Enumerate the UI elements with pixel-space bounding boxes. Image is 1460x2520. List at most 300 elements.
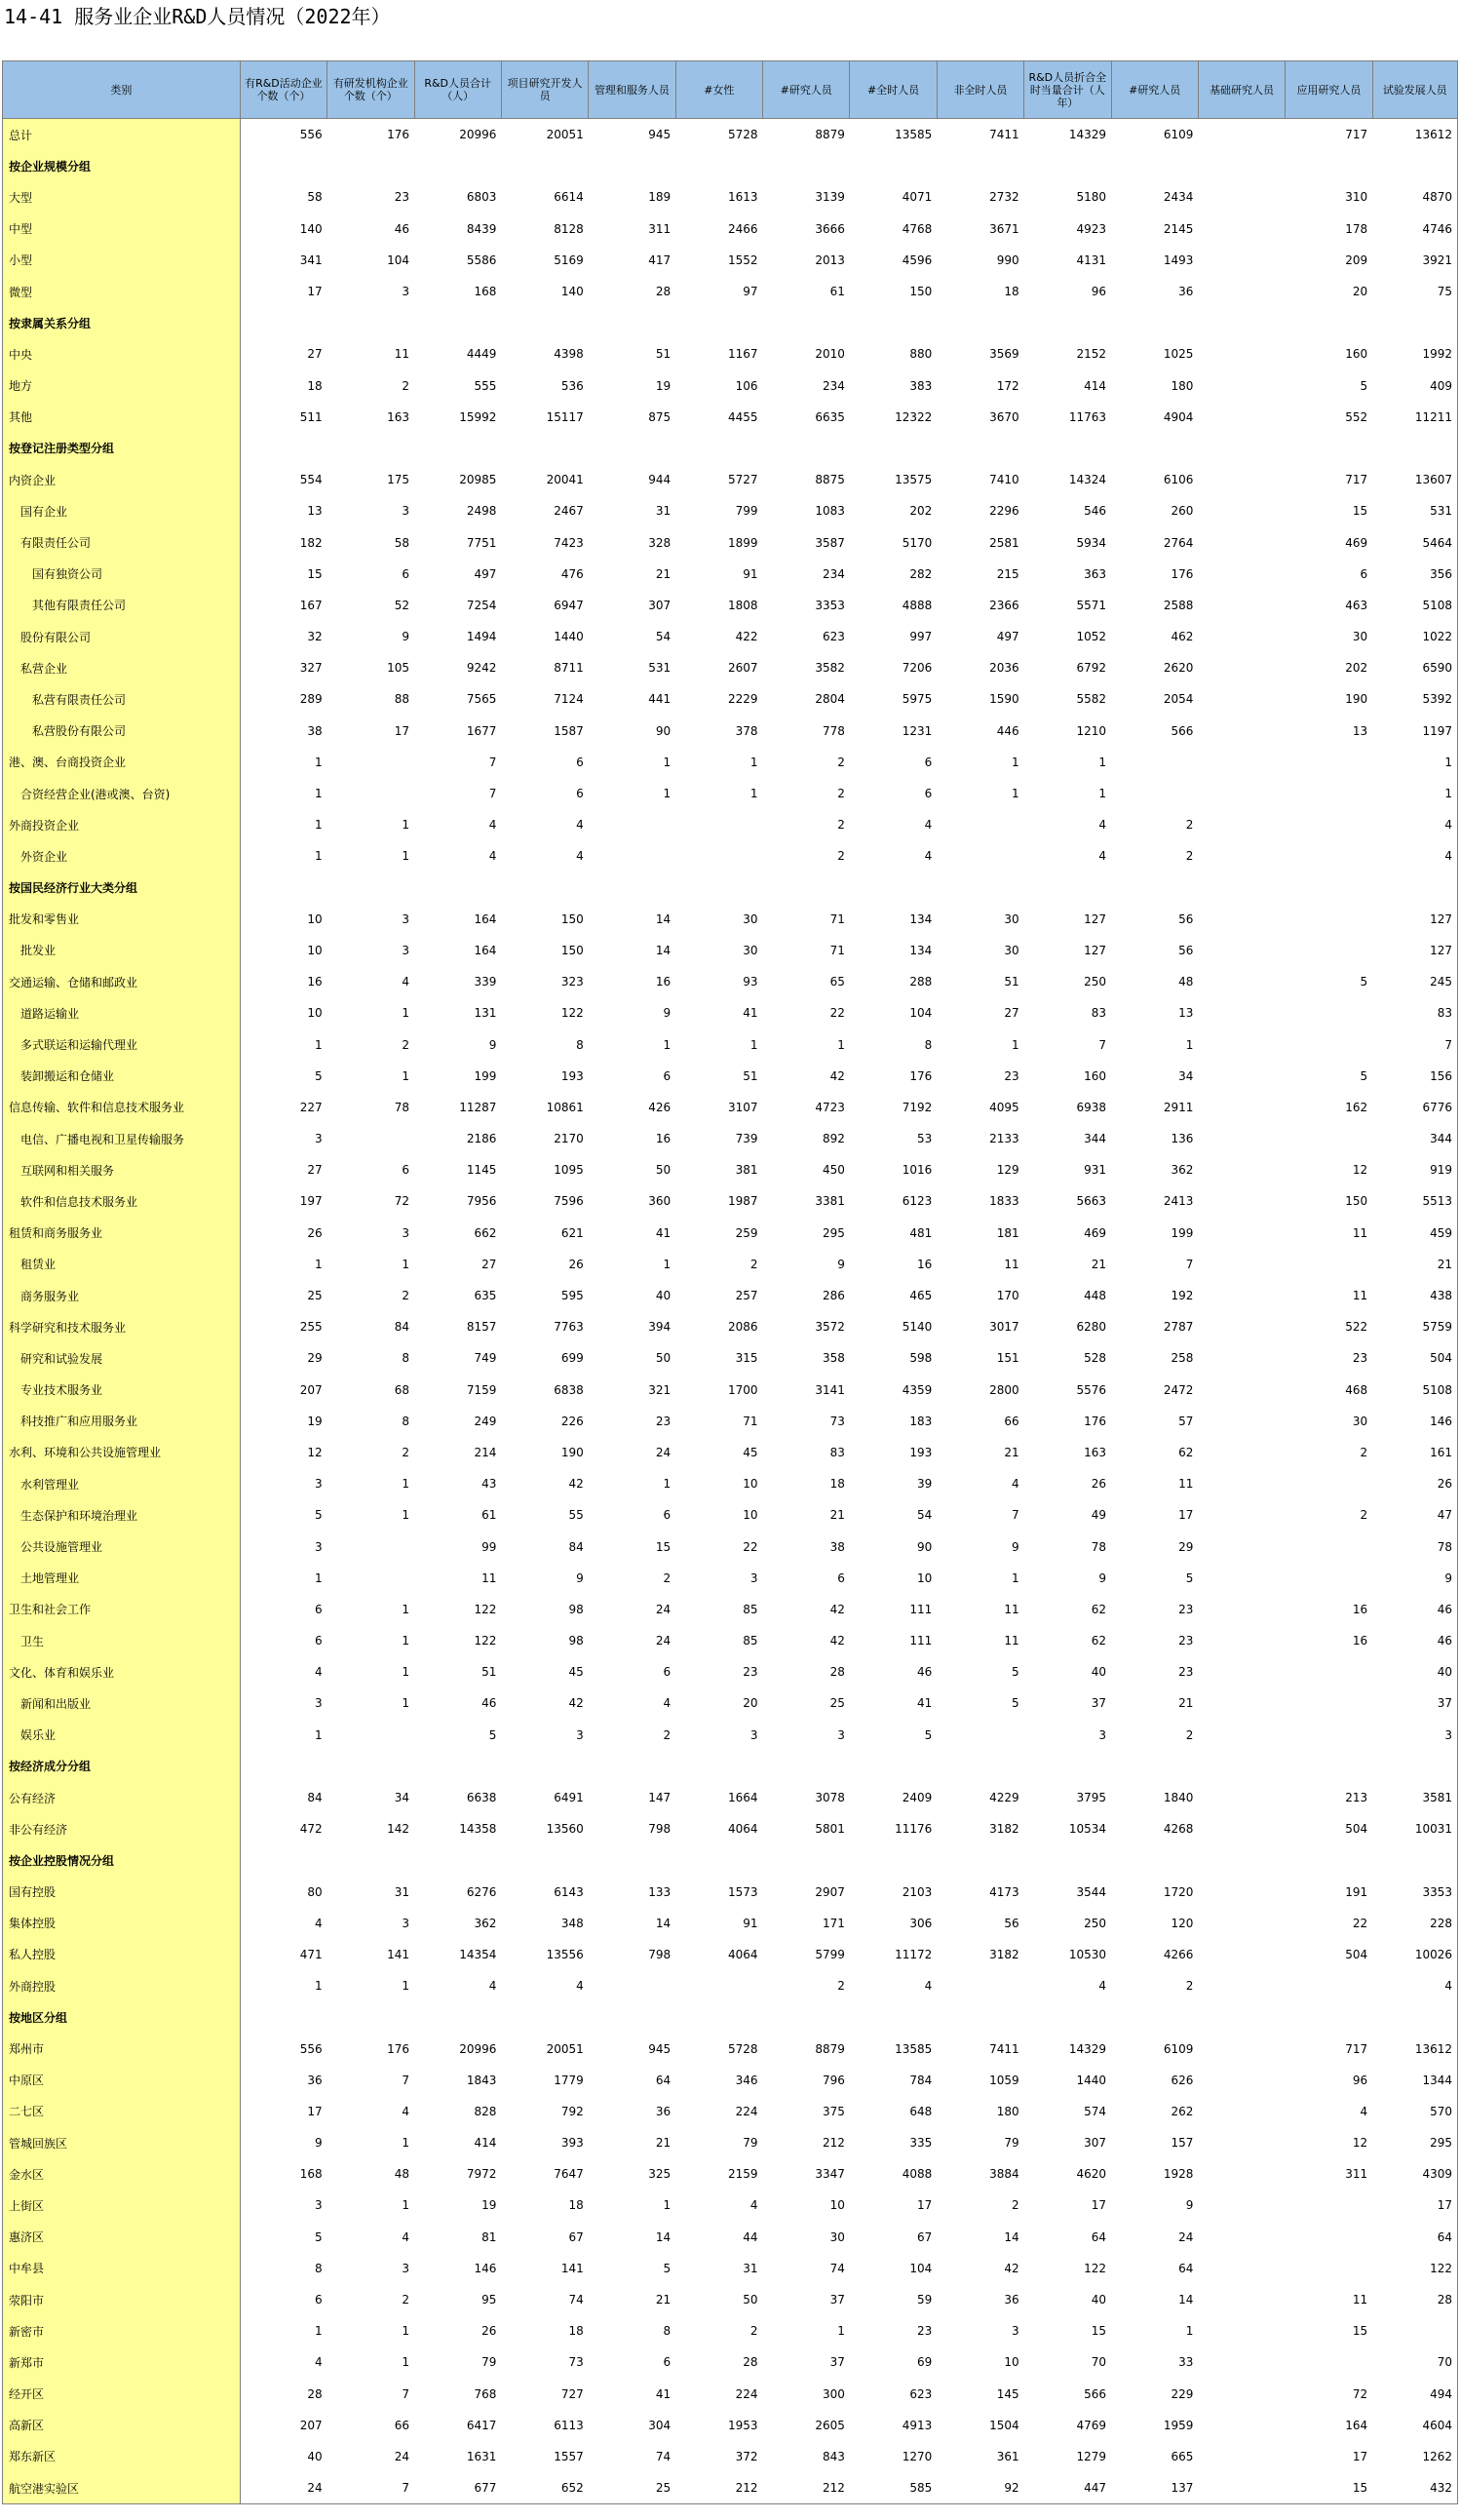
cell-value — [1198, 1908, 1285, 1939]
cell-value: 9 — [1185, 2198, 1194, 2213]
cell-value — [1372, 872, 1457, 904]
cell-value — [1286, 2001, 1372, 2033]
cell-value: 20051 — [546, 128, 584, 142]
cell-value — [937, 1751, 1023, 1782]
cell-value: 170 — [996, 1289, 1019, 1303]
cell-value — [1198, 621, 1285, 652]
cell-value: 83 — [1091, 1006, 1106, 1021]
cell-value — [1198, 1342, 1285, 1374]
cell-value: 574 — [1084, 2104, 1106, 2118]
row-label: 按地区分组 — [3, 2001, 241, 2033]
cell-value: 3 — [402, 1916, 409, 1930]
cell-value: 4 — [314, 2355, 323, 2370]
row-label: 按国民经济行业大类分组 — [3, 872, 241, 904]
row-label: 道路运输业 — [3, 997, 241, 1028]
cell-value: 207 — [299, 1382, 323, 1397]
cell-value: 71 — [829, 943, 845, 957]
cell-value: 2588 — [1163, 598, 1194, 612]
cell-value: 504 — [1345, 1947, 1368, 1961]
cell-value: 4 — [576, 1979, 584, 1994]
cell-value — [937, 2001, 1023, 2033]
table-row — [3, 1939, 1458, 1970]
cell-value: 134 — [909, 943, 933, 957]
cell-value: 1 — [402, 1068, 409, 1083]
cell-value: 14 — [655, 2229, 672, 2244]
table-row — [3, 1342, 1458, 1374]
cell-value: 2 — [402, 1289, 409, 1303]
cell-value: 4398 — [554, 347, 584, 362]
row-label: 微型 — [3, 276, 241, 307]
cell-value — [1372, 433, 1457, 464]
cell-value: 7411 — [989, 2041, 1019, 2056]
cell-value: 27 — [307, 347, 323, 362]
cell-value: 23 — [743, 1665, 758, 1680]
cell-value: 295 — [1372, 2127, 1457, 2158]
cell-value: 224 — [735, 2386, 758, 2401]
cell-value: 2732 — [989, 190, 1019, 205]
cell-value: 34 — [1178, 1068, 1194, 1083]
table-row — [3, 495, 1458, 526]
cell-value: 4 — [1372, 1970, 1457, 2001]
cell-value: 99 — [481, 1539, 497, 1554]
cell-value: 665 — [1171, 2449, 1194, 2463]
cell-value — [501, 1751, 588, 1782]
row-label: 批发业 — [3, 935, 241, 966]
cell-value: 16 — [1352, 1634, 1368, 1648]
cell-value: 1 — [837, 1037, 845, 1052]
cell-value: 24 — [394, 2449, 409, 2463]
cell-value: 45 — [568, 1665, 584, 1680]
cell-value: 122 — [1372, 2253, 1457, 2284]
cell-value: 2764 — [1163, 535, 1194, 550]
cell-value: 183 — [909, 1414, 933, 1428]
table-row — [3, 1970, 1458, 2001]
cell-value: 8157 — [466, 1320, 497, 1335]
cell-value — [937, 872, 1023, 904]
cell-value: 11211 — [1372, 402, 1457, 433]
cell-value: 3 — [1098, 1727, 1106, 1742]
table-row — [3, 2472, 1458, 2504]
cell-value: 79 — [743, 2136, 758, 2151]
cell-value: 10 — [743, 1477, 758, 1492]
cell-value: 17 — [394, 723, 409, 738]
cell-value: 8879 — [815, 128, 845, 142]
cell-value: 156 — [1372, 1061, 1457, 1092]
cell-value: 40 — [1091, 1665, 1106, 1680]
row-label: 航空港实验区 — [3, 2472, 241, 2504]
cell-value: 2 — [1011, 2198, 1019, 2213]
cell-value — [1198, 2253, 1285, 2284]
cell-value: 9 — [314, 2136, 323, 2151]
cell-value: 5759 — [1372, 1311, 1457, 1342]
cell-value: 176 — [909, 1068, 933, 1083]
cell-value — [1198, 370, 1285, 402]
row-label: 郑州市 — [3, 2033, 241, 2064]
cell-value: 255 — [299, 1320, 323, 1335]
cell-value: 41 — [655, 1225, 672, 1240]
cell-value: 1 — [663, 1477, 672, 1492]
cell-value: 3666 — [815, 221, 845, 236]
cell-value — [240, 1751, 327, 1782]
cell-value: 2366 — [989, 598, 1019, 612]
cell-value: 554 — [299, 473, 323, 487]
cell-value — [414, 1751, 501, 1782]
cell-value: 3141 — [815, 1382, 845, 1397]
cell-value: 504 — [1345, 1822, 1368, 1837]
cell-value: 3 — [314, 2198, 323, 2213]
cell-value: 1025 — [1163, 347, 1194, 362]
row-label: 其他 — [3, 402, 241, 433]
cell-value: 1833 — [989, 1194, 1019, 1209]
cell-value — [414, 307, 501, 338]
cell-value: 6 — [314, 2293, 323, 2307]
table-row — [3, 1687, 1458, 1719]
cell-value — [675, 809, 762, 840]
cell-value: 36 — [1178, 285, 1194, 299]
cell-value: 150 — [1345, 1194, 1368, 1209]
cell-value — [763, 1844, 850, 1876]
row-label: 按企业规模分组 — [3, 150, 241, 181]
cell-value: 3 — [402, 285, 409, 299]
cell-value — [1198, 872, 1285, 904]
cell-value: 42 — [1004, 2261, 1019, 2275]
cell-value: 5108 — [1372, 1375, 1457, 1406]
row-label: 多式联运和运输代理业 — [3, 1028, 241, 1060]
cell-value: 11 — [1004, 1257, 1019, 1271]
cell-value: 15 — [1352, 504, 1368, 519]
cell-value: 3569 — [989, 347, 1019, 362]
cell-value: 2145 — [1163, 221, 1194, 236]
cell-value: 511 — [299, 409, 323, 424]
cell-value: 5801 — [815, 1822, 845, 1837]
cell-value: 3 — [1372, 1720, 1457, 1751]
cell-value: 375 — [822, 2104, 845, 2118]
table-row — [3, 840, 1458, 872]
cell-value: 469 — [1345, 535, 1368, 550]
cell-value: 4620 — [1076, 2167, 1106, 2182]
cell-value — [1286, 2346, 1372, 2378]
cell-value: 358 — [822, 1351, 845, 1366]
cell-value: 9 — [1098, 1570, 1106, 1585]
cell-value — [675, 1844, 762, 1876]
table-row — [3, 1218, 1458, 1249]
cell-value: 362 — [474, 1916, 497, 1930]
row-label: 集体控股 — [3, 1908, 241, 1939]
cell-value: 62 — [1178, 1445, 1194, 1459]
cell-value: 7 — [402, 2386, 409, 2401]
cell-value: 4449 — [466, 347, 497, 362]
table-row — [3, 402, 1458, 433]
cell-value: 6838 — [554, 1382, 584, 1397]
cell-value — [240, 1844, 327, 1876]
cell-value: 84 — [394, 1320, 409, 1335]
cell-value — [1286, 872, 1372, 904]
cell-value: 168 — [474, 285, 497, 299]
table-row — [3, 1123, 1458, 1154]
cell-value — [1286, 747, 1372, 778]
cell-value: 362 — [1171, 1163, 1194, 1178]
cell-value: 85 — [743, 1634, 758, 1648]
cell-value — [1198, 652, 1285, 683]
cell-value: 17 — [916, 2198, 933, 2213]
cell-value: 199 — [474, 1068, 497, 1083]
table-row — [3, 1531, 1458, 1562]
row-label: 郑东新区 — [3, 2441, 241, 2472]
cell-value — [850, 1844, 937, 1876]
cell-value: 2103 — [902, 1884, 933, 1899]
cell-value: 1 — [314, 1257, 323, 1271]
cell-value: 30 — [1004, 943, 1019, 957]
cell-value: 2 — [837, 755, 845, 769]
cell-value: 450 — [822, 1163, 845, 1178]
cell-value — [1111, 433, 1198, 464]
cell-value: 307 — [1084, 2136, 1106, 2151]
cell-value — [1198, 1061, 1285, 1092]
table-row — [3, 464, 1458, 495]
cell-value: 2 — [402, 378, 409, 393]
cell-value — [1198, 716, 1285, 747]
cell-value: 300 — [822, 2386, 845, 2401]
table-row — [3, 2379, 1458, 2410]
cell-value — [1372, 2315, 1457, 2346]
cell-value: 727 — [560, 2386, 584, 2401]
cell-value — [1024, 307, 1111, 338]
cell-value: 1 — [1372, 778, 1457, 809]
cell-value — [1286, 1028, 1372, 1060]
cell-value: 1 — [837, 2324, 845, 2339]
cell-value: 13585 — [895, 128, 933, 142]
cell-value: 796 — [822, 2073, 845, 2087]
cell-value: 7763 — [554, 1320, 584, 1335]
cell-value: 422 — [735, 630, 758, 644]
cell-value: 8879 — [815, 2041, 845, 2056]
cell-value: 250 — [1084, 1916, 1106, 1930]
cell-value: 2620 — [1163, 661, 1194, 676]
cell-value — [1286, 1563, 1372, 1594]
table-row — [3, 1625, 1458, 1656]
cell-value: 1677 — [466, 723, 497, 738]
cell-value — [414, 433, 501, 464]
cell-value: 167 — [299, 598, 323, 612]
cell-value: 23 — [1352, 1351, 1368, 1366]
cell-value — [1111, 872, 1198, 904]
cell-value — [1198, 1939, 1285, 1970]
row-label: 非公有经济 — [3, 1813, 241, 1844]
cell-value: 17 — [307, 285, 323, 299]
cell-value: 4 — [488, 818, 497, 833]
cell-value — [1198, 307, 1285, 338]
cell-value: 2 — [1185, 1727, 1194, 1742]
cell-value: 7124 — [554, 692, 584, 707]
cell-value: 3671 — [989, 221, 1019, 236]
cell-value: 80 — [307, 1884, 323, 1899]
cell-value: 141 — [560, 2261, 584, 2275]
cell-value: 3078 — [815, 1791, 845, 1805]
cell-value: 4131 — [1076, 252, 1106, 267]
row-label: 内资企业 — [3, 464, 241, 495]
cell-value: 648 — [909, 2104, 933, 2118]
cell-value: 5728 — [727, 2041, 758, 2056]
cell-value: 2 — [837, 1979, 845, 1994]
cell-value: 18 — [1004, 285, 1019, 299]
cell-value: 127 — [1372, 904, 1457, 935]
cell-value: 28 — [307, 2386, 323, 2401]
cell-value: 556 — [299, 2041, 323, 2056]
cell-value: 127 — [1084, 911, 1106, 926]
cell-value: 54 — [916, 1508, 933, 1523]
cell-value: 30 — [1352, 1414, 1368, 1428]
row-label: 荥阳市 — [3, 2284, 241, 2315]
cell-value: 2170 — [554, 1132, 584, 1146]
cell-value: 990 — [996, 252, 1019, 267]
table-row — [3, 2127, 1458, 2158]
cell-value: 1083 — [815, 504, 845, 519]
cell-value: 50 — [655, 1351, 672, 1366]
cell-value: 7 — [402, 2073, 409, 2087]
cell-value: 234 — [822, 566, 845, 581]
cell-value: 16 — [655, 1132, 672, 1146]
cell-value: 122 — [560, 1006, 584, 1021]
cell-value — [327, 433, 414, 464]
table-row — [3, 245, 1458, 276]
table-row — [3, 2441, 1458, 2472]
row-label: 国有控股 — [3, 1877, 241, 1908]
cell-value: 3581 — [1372, 1782, 1457, 1813]
table-row — [3, 2346, 1458, 2378]
row-label: 高新区 — [3, 2410, 241, 2441]
cell-value: 61 — [829, 285, 845, 299]
cell-value: 5 — [1360, 1068, 1368, 1083]
cell-value: 7 — [488, 787, 497, 801]
cell-value: 6280 — [1076, 1320, 1106, 1335]
cell-value: 566 — [1084, 2386, 1106, 2401]
cell-value: 172 — [996, 378, 1019, 393]
cell-value: 363 — [1084, 566, 1106, 581]
cell-value — [1198, 747, 1285, 778]
cell-value: 1 — [314, 1979, 323, 1994]
cell-value: 4095 — [989, 1100, 1019, 1114]
cell-value: 2 — [402, 1037, 409, 1052]
cell-value: 4 — [924, 849, 933, 864]
table-row — [3, 1563, 1458, 1594]
cell-value: 48 — [394, 2167, 409, 2182]
column-header: #女性 — [675, 61, 762, 119]
cell-value — [850, 150, 937, 181]
cell-value — [327, 1844, 414, 1876]
cell-value: 4229 — [989, 1791, 1019, 1805]
cell-value: 2466 — [727, 221, 758, 236]
cell-value: 13575 — [895, 473, 933, 487]
cell-value: 30 — [743, 911, 758, 926]
cell-value: 6109 — [1163, 128, 1194, 142]
cell-value — [1198, 2127, 1285, 2158]
cell-value — [763, 1751, 850, 1782]
cell-value: 14329 — [1068, 128, 1106, 142]
cell-value: 2607 — [727, 661, 758, 676]
cell-value: 36 — [1004, 2293, 1019, 2307]
cell-value: 3182 — [989, 1822, 1019, 1837]
cell-value: 23 — [916, 2324, 933, 2339]
cell-value — [1198, 526, 1285, 558]
row-label: 大型 — [3, 181, 241, 213]
cell-value: 20996 — [459, 128, 497, 142]
cell-value: 16 — [655, 975, 672, 989]
cell-value: 64 — [655, 2073, 672, 2087]
cell-value: 4 — [1372, 840, 1457, 872]
cell-value: 30 — [1352, 630, 1368, 644]
cell-value: 19 — [307, 1414, 323, 1428]
cell-value: 212 — [763, 2472, 850, 2504]
cell-value: 69 — [916, 2355, 933, 2370]
cell-value: 189 — [648, 190, 672, 205]
cell-value: 30 — [1004, 911, 1019, 926]
cell-value: 54 — [655, 630, 672, 644]
cell-value: 11172 — [895, 1947, 933, 1961]
cell-value — [763, 433, 850, 464]
cell-value: 104 — [909, 1006, 933, 1021]
cell-value: 6938 — [1076, 1100, 1106, 1114]
cell-value — [240, 307, 327, 338]
cell-value: 202 — [1345, 661, 1368, 676]
section-header-row — [3, 433, 1458, 464]
cell-value: 56 — [1178, 943, 1194, 957]
table-row — [3, 559, 1458, 590]
cell-value: 28 — [829, 1665, 845, 1680]
table-row — [3, 1594, 1458, 1625]
cell-value — [1198, 1311, 1285, 1342]
cell-value: 197 — [299, 1194, 323, 1209]
cell-value — [1198, 2346, 1285, 2378]
cell-value: 176 — [387, 128, 409, 142]
cell-value: 2 — [1185, 818, 1194, 833]
cell-value — [1198, 402, 1285, 433]
cell-value: 62 — [1091, 1634, 1106, 1648]
cell-value — [589, 1751, 675, 1782]
row-label: 土地管理业 — [3, 1563, 241, 1594]
row-label: 商务服务业 — [3, 1280, 241, 1311]
cell-value: 1440 — [1076, 2073, 1106, 2087]
cell-value: 5 — [1360, 975, 1368, 989]
row-label: 新闻和出版业 — [3, 1687, 241, 1719]
cell-value: 12 — [307, 1445, 323, 1459]
cell-value: 438 — [1372, 1280, 1457, 1311]
cell-value — [1111, 1844, 1198, 1876]
cell-value: 6123 — [902, 1194, 933, 1209]
cell-value: 163 — [387, 409, 409, 424]
table-row — [3, 1028, 1458, 1060]
cell-value: 5392 — [1372, 683, 1457, 715]
cell-value: 17 — [1352, 2449, 1368, 2463]
row-label: 科学研究和技术服务业 — [3, 1311, 241, 1342]
cell-value: 23 — [1178, 1634, 1194, 1648]
cell-value — [1198, 433, 1285, 464]
cell-value: 652 — [501, 2472, 588, 2504]
cell-value: 18 — [568, 2198, 584, 2213]
cell-value — [1024, 1844, 1111, 1876]
cell-value: 6947 — [554, 598, 584, 612]
cell-value: 28 — [743, 2355, 758, 2370]
cell-value — [1198, 1028, 1285, 1060]
cell-value: 37 — [1091, 1696, 1106, 1711]
cell-value: 4 — [749, 2198, 758, 2213]
cell-value: 15 — [307, 566, 323, 581]
cell-value: 348 — [560, 1916, 584, 1930]
cell-value: 20985 — [459, 473, 497, 487]
cell-value: 74 — [829, 2261, 845, 2275]
cell-value: 151 — [996, 1351, 1019, 1366]
cell-value: 5169 — [554, 252, 584, 267]
cell-value: 212 — [822, 2136, 845, 2151]
